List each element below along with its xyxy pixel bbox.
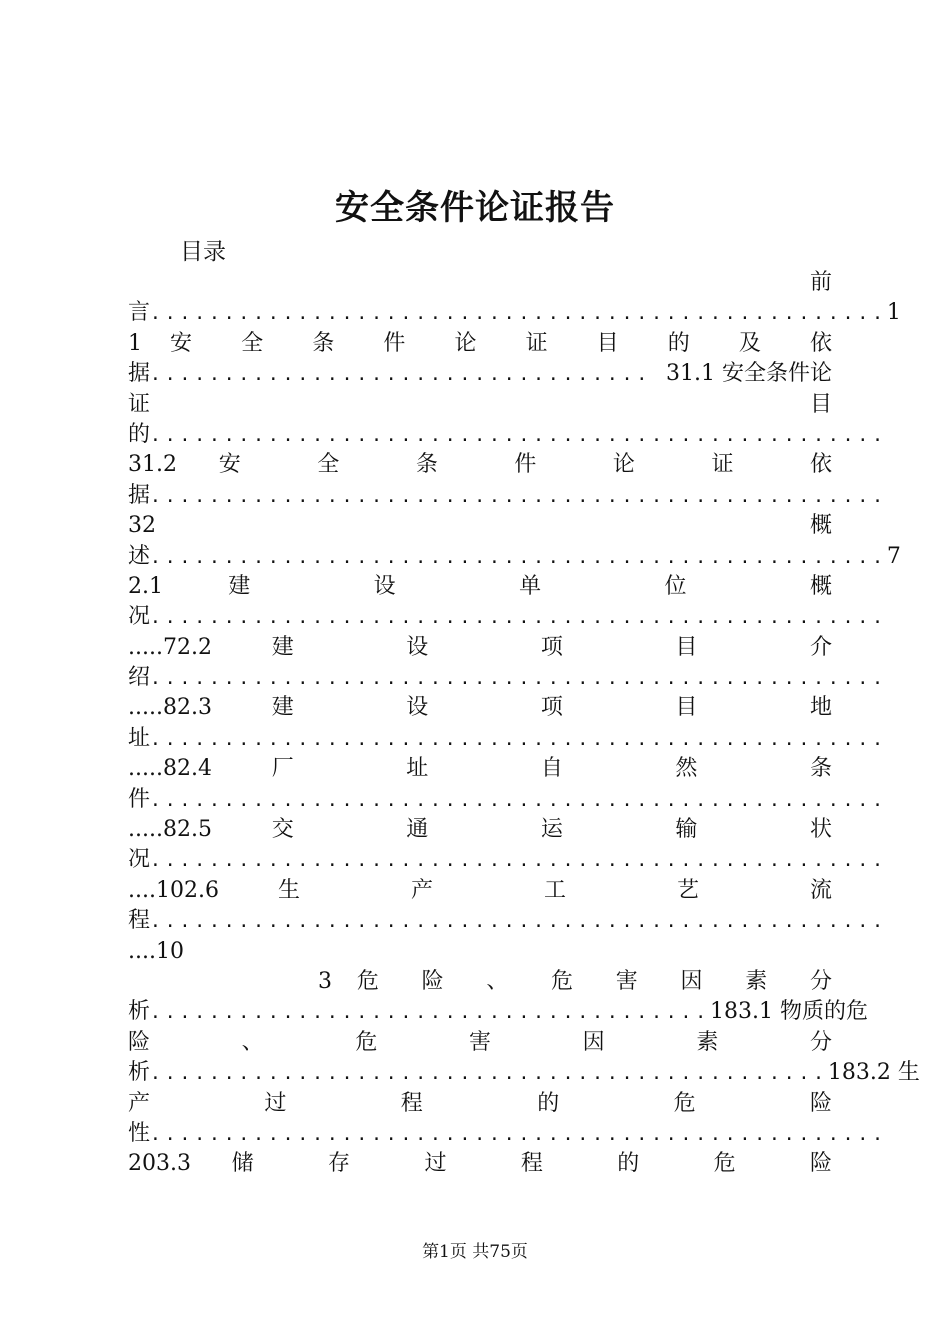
toc-line: 2.1 建 设 单 位 概 (128, 573, 832, 599)
toc-line: 险 、 危 害 因 素 分 (128, 1029, 832, 1055)
toc-line (128, 906, 887, 936)
toc-dot-leader: .................................................. (150, 668, 887, 690)
toc-dot-leader: .................................................. (150, 546, 887, 568)
toc-line: 32 概 (128, 513, 832, 539)
toc-line (128, 1058, 920, 1088)
toc-entry-label: 述 (128, 543, 151, 569)
toc-entry-label: 据 (128, 482, 151, 508)
toc-entry-label: 的 (128, 421, 151, 447)
toc-dot-leader: .................................................. (150, 911, 887, 933)
toc-entry-label: 址 (128, 725, 151, 751)
toc-line (128, 1119, 887, 1149)
toc-line: ....102.6 生 产 工 艺 流 (128, 877, 832, 903)
toc-entry-text: 前 (809, 270, 832, 295)
toc-dot-leader: .................................................. (150, 424, 887, 446)
toc-entry-label: 性 (128, 1120, 151, 1146)
toc-entry-label: 据 (128, 361, 151, 387)
toc-dot-leader: .................................................. (150, 850, 887, 872)
toc-entry-page: 183.2 生 (827, 1060, 920, 1086)
toc-line: 产 过 程 的 危 险 (128, 1090, 832, 1116)
page-footer: 第1页 共75页 (422, 1242, 528, 1262)
toc-line: .....82.4 厂 址 自 然 条 (128, 756, 832, 782)
toc-line: 证 目 (128, 391, 832, 417)
toc-line (128, 724, 887, 754)
toc-line (128, 420, 887, 450)
toc-line: 3 危 险 、 危 害 因 素 分 (318, 968, 832, 994)
toc-entry-page: 7 (886, 543, 901, 569)
toc-dot-leader: .................................................. (150, 607, 887, 629)
toc-entry-label: 言 (128, 300, 151, 326)
toc-line (128, 997, 869, 1027)
toc-dot-leader: .............................................. (150, 1063, 828, 1085)
toc-entry-label: 件 (128, 786, 151, 812)
toc-line (128, 602, 887, 632)
toc-line: 31.2 安 全 条 件 论 证 依 (128, 452, 832, 478)
toc-line (128, 663, 887, 693)
toc-entry-label: 析 (128, 999, 151, 1025)
toc-line: 1 安 全 条 件 论 证 目 的 及 依 (128, 330, 832, 356)
toc-entry-page: 183.1 物质的危 (710, 999, 869, 1025)
toc-entry-label: 绍 (128, 665, 151, 691)
toc-line (128, 542, 901, 572)
toc-dot-leader: .................................................. (150, 485, 887, 507)
toc-entry-label: 程 (128, 908, 151, 934)
toc-line (128, 359, 832, 389)
toc-line (128, 481, 887, 511)
toc-dot-leader: .................................................. (150, 303, 887, 325)
toc-dot-leader: .................................. (150, 364, 652, 386)
toc-line (128, 268, 832, 298)
table-of-contents (128, 268, 920, 1180)
toc-line (128, 785, 887, 815)
toc-entry-page: 31.1 安全条件论 (666, 361, 832, 387)
toc-line: .....82.3 建 设 项 目 地 (128, 695, 832, 721)
toc-line (128, 937, 832, 967)
document-title: 安全条件论证报告 (335, 188, 615, 228)
toc-line: 203.3 储 存 过 程 的 危 险 (128, 1151, 832, 1177)
toc-line: .....82.5 交 通 运 输 状 (128, 817, 832, 843)
toc-entry-label: 析 (128, 1060, 151, 1086)
toc-entry-label: 况 (128, 847, 151, 873)
toc-line (128, 298, 901, 328)
toc-dot-leader: .................................................. (150, 1123, 887, 1145)
toc-line: .....72.2 建 设 项 目 介 (128, 634, 832, 660)
toc-entry-page: 1 (886, 300, 901, 326)
toc-dot-leader: .................................................. (150, 789, 887, 811)
toc-entry-text: ....10 (128, 938, 184, 964)
toc-entry-label: 况 (128, 604, 151, 630)
toc-line (128, 845, 887, 875)
toc-dot-leader: ...................................... (150, 1002, 711, 1024)
toc-dot-leader: .................................................. (150, 728, 887, 750)
toc-heading: 目录 (180, 239, 226, 265)
